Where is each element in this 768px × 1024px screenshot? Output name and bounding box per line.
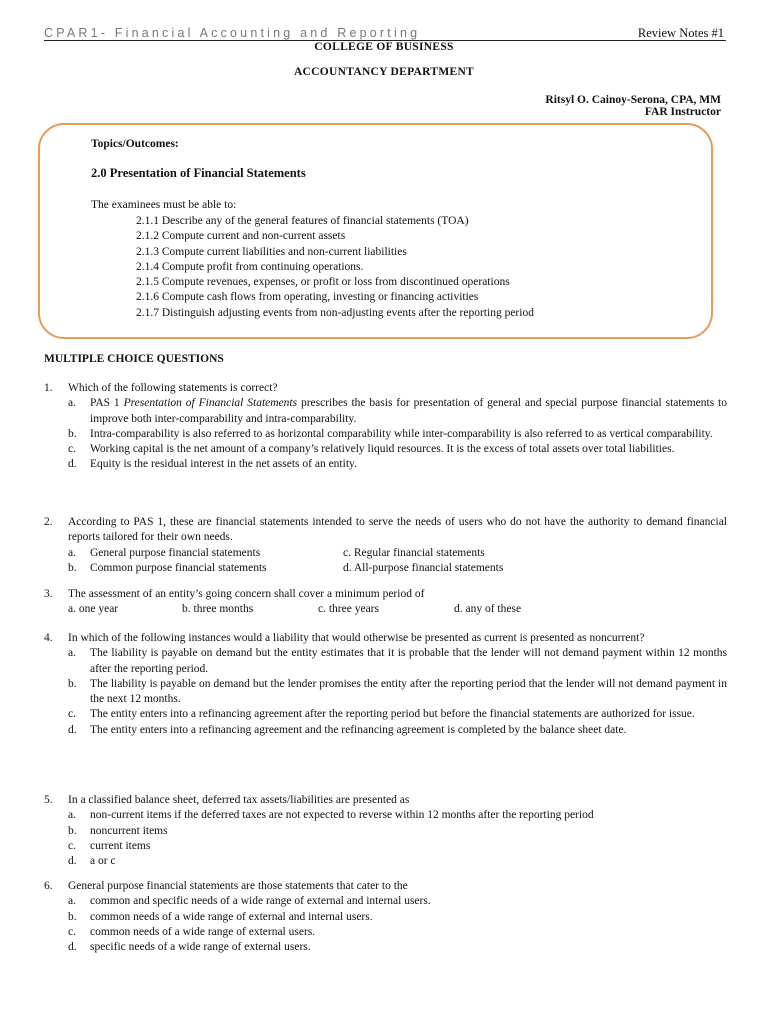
topic-title: 2.0 Presentation of Financial Statements: [91, 166, 306, 180]
option-text: The entity enters into a refinancing agreement after the reporting period but before the financial statements are authorized for issue.: [90, 708, 695, 721]
option-text: d. All-purpose financial statements: [343, 561, 504, 574]
option-c: [68, 839, 727, 854]
option-text: Intra-comparability is also referred to as horizontal comparability while inter-comparability is also referred to as vertical comparability.: [90, 427, 713, 440]
outcome-item: 2.1.5 Compute revenues, expenses, or profit or loss from discontinued operations: [136, 276, 510, 289]
option-b: b. three months: [182, 603, 254, 616]
option-b: [68, 677, 727, 708]
department-name: ACCOUNTANCY DEPARTMENT: [293, 66, 475, 78]
option-text: The liability is payable on demand but the entity estimates that it is probable that the lender will not demand payment within 12 months after the reporting period.: [90, 647, 727, 675]
option-d: [68, 940, 727, 955]
outcome-item: 2.1.2 Compute current and non-current assets: [136, 230, 346, 243]
option-letter: b.: [68, 677, 77, 690]
option-text: PAS 1 Presentation of Financial Statements prescribes the basis for presentation of general and special purpose financial statements to improve both inter-comparability and intra-comparability.: [90, 397, 727, 425]
option-letter: b.: [68, 910, 77, 923]
question-6: [44, 879, 727, 955]
option-letter: d.: [68, 941, 77, 954]
option-letter: b.: [68, 824, 77, 837]
question-number: 3.: [44, 588, 53, 600]
option-letter: d.: [68, 458, 77, 471]
option-a: [68, 546, 343, 561]
option-d: [68, 723, 727, 738]
option-letter: a.: [68, 546, 76, 559]
option-a: a. one year: [68, 603, 119, 616]
option-text: The liability is payable on demand but the lender promises the entity after the reporting period that the lender will not demand payment in the next 12 months.: [90, 677, 727, 706]
option-letter: d.: [68, 723, 77, 736]
option-letter: c.: [68, 839, 76, 852]
option-text: noncurrent items: [90, 824, 168, 837]
option-text: current items: [90, 839, 151, 852]
option-c: [68, 707, 727, 722]
option-b: [68, 561, 343, 576]
option-letter: b.: [68, 427, 77, 440]
option-text: a or c: [90, 855, 116, 868]
option-letter: a.: [68, 895, 76, 908]
option-c: [68, 442, 727, 457]
outcome-item: 2.1.1 Describe any of the general features of financial statements (TOA): [136, 215, 469, 227]
option-a: [68, 396, 727, 427]
outcome-item: 2.1.6 Compute cash flows from operating, investing or financing activities: [136, 291, 479, 304]
mcq-heading: MULTIPLE CHOICE QUESTIONS: [44, 353, 224, 365]
question-number: 1.: [44, 382, 53, 394]
option-b: [68, 910, 727, 925]
question-text: In which of the following instances would a liability that would otherwise be presented as current is presented as noncurrent?: [68, 632, 645, 644]
question-number: 4.: [44, 632, 53, 644]
option-text: common and specific needs of a wide range of external and internal users.: [90, 895, 431, 908]
option-text: Common purpose financial statements: [90, 561, 267, 574]
option-a: [68, 894, 727, 909]
option-letter: c.: [68, 925, 76, 938]
outcome-item: 2.1.3 Compute current liabilities and non-current liabilities: [136, 245, 407, 258]
question-text: Which of the following statements is correct?: [68, 382, 278, 394]
question-text: General purpose financial statements are those statements that cater to the: [68, 880, 408, 892]
instructor-name: Ritsyl O. Cainoy-Serona, CPA, MM: [545, 94, 721, 106]
question-4: [44, 631, 727, 738]
option-a: [68, 646, 727, 677]
question-1: [44, 381, 727, 473]
topics-heading: Topics/Outcomes:: [91, 138, 179, 150]
option-text: specific needs of a wide range of external users.: [90, 941, 311, 954]
options-row: [68, 602, 727, 617]
option-letter: a.: [68, 647, 76, 660]
option-letter: c.: [68, 708, 76, 721]
option-text: The entity enters into a refinancing agreement and the refinancing agreement is completed by the balance sheet date.: [90, 723, 627, 736]
option-c: c. three years: [318, 603, 379, 616]
option-b: [68, 824, 727, 839]
question-text: According to PAS 1, these are financial statements intended to serve the needs of users who do not have the authority to demand financial reports tailored for their own needs.: [68, 516, 727, 544]
outcome-item: 2.1.4 Compute profit from continuing operations.: [136, 260, 364, 273]
question-text: The assessment of an entity’s going concern shall cover a minimum period of: [68, 588, 425, 600]
option-d: [68, 457, 727, 472]
option-d: [343, 561, 643, 576]
question-3: [44, 587, 727, 618]
option-d: d. any of these: [454, 603, 522, 616]
option-letter: d.: [68, 855, 77, 868]
question-2: [44, 515, 727, 576]
outcomes-list: [136, 214, 696, 321]
option-letter: c.: [68, 443, 76, 456]
question-number: 5.: [44, 794, 53, 806]
outcome-item: 2.1.7 Distinguish adjusting events from non-adjusting events after the reporting period: [136, 306, 534, 319]
option-letter: a.: [68, 809, 76, 822]
review-notes-label: Review Notes #1: [637, 26, 724, 40]
option-a: [68, 808, 727, 823]
question-number: 6.: [44, 880, 53, 892]
college-name: COLLEGE OF BUSINESS: [314, 41, 454, 53]
option-text: Equity is the residual interest in the net assets of an entity.: [90, 458, 357, 471]
options-grid: [68, 546, 727, 577]
option-text: c. Regular financial statements: [343, 546, 485, 559]
question-number: 2.: [44, 516, 53, 528]
option-text: common needs of a wide range of external users.: [90, 925, 316, 938]
option-letter: b.: [68, 561, 77, 574]
question-text: In a classified balance sheet, deferred tax assets/liabilities are presented as: [68, 794, 410, 806]
question-5: [44, 793, 727, 869]
option-d: [68, 854, 727, 869]
option-text: General purpose financial statements: [90, 546, 261, 559]
option-c: [68, 925, 727, 940]
instructor-title: FAR Instructor: [644, 106, 721, 118]
option-text: non-current items if the deferred taxes are not expected to reverse within 12 months after the reporting period: [90, 809, 594, 822]
option-b: [68, 427, 727, 442]
option-text: common needs of a wide range of external and internal users.: [90, 910, 373, 923]
course-title: CPAR1- Financial Accounting and Reporting: [44, 26, 421, 40]
topics-intro: The examinees must be able to:: [91, 199, 237, 211]
option-c: [343, 546, 643, 561]
option-letter: a.: [68, 397, 76, 410]
option-text: Working capital is the net amount of a company’s relatively liquid resources. It is the excess of total assets over total liabilities.: [90, 443, 675, 456]
